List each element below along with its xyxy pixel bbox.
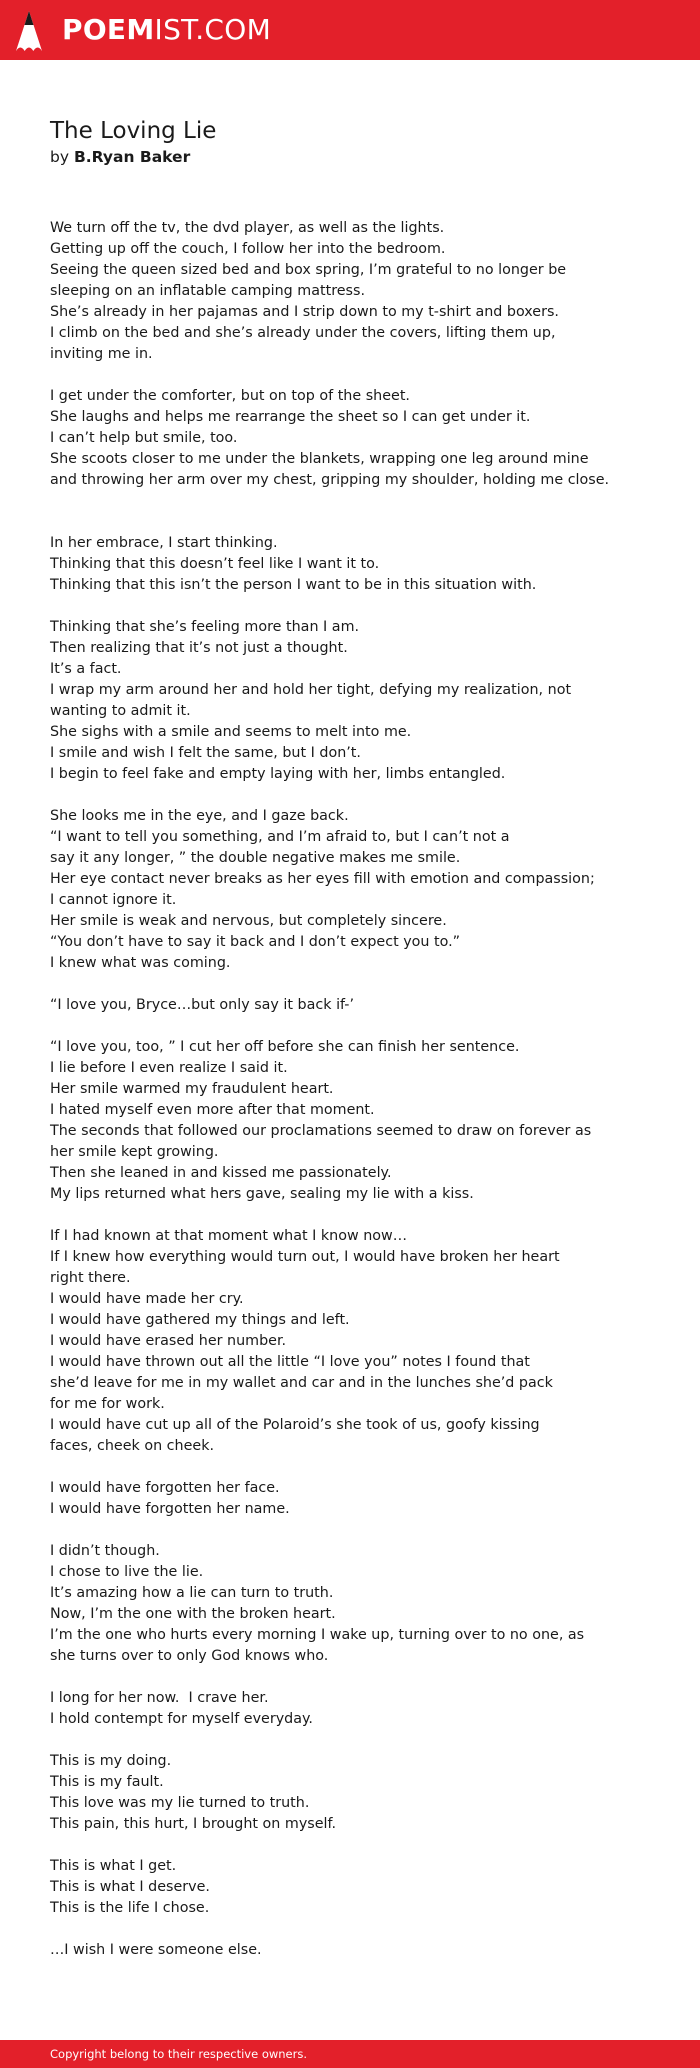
poem-line: right there.	[50, 1270, 131, 1286]
poem-line: Seeing the queen sized bed and box spring, I’m grateful to no longer be	[50, 262, 567, 278]
logo-light-text: IST.COM	[154, 13, 272, 46]
poem-line: Her eye contact never breaks as her eyes fill with emotion and compassion;	[50, 871, 595, 887]
poem-line: Her smile warmed my fraudulent heart.	[50, 1081, 334, 1097]
poem-line: My lips returned what hers gave, sealing my lie with a kiss.	[50, 1186, 474, 1202]
poem-line: Then realizing that it’s not just a thought.	[50, 640, 348, 656]
site-footer	[0, 2040, 700, 2068]
poem-line: She laughs and helps me rearrange the sheet so I can get under it.	[50, 409, 531, 425]
poem-line: faces, cheek on cheek.	[50, 1438, 215, 1454]
logo-bold-text: POEM	[62, 13, 155, 46]
poem-line: and throwing her arm over my chest, gripping my shoulder, holding me close.	[50, 472, 610, 488]
stanza	[50, 1478, 650, 1520]
poem-line: …I wish I were someone else.	[50, 1942, 262, 1958]
poem-line: I would have cut up all of the Polaroid’s she took of us, goofy kissing	[50, 1417, 540, 1433]
poem-line: I can’t help but smile, too.	[50, 430, 238, 446]
poem-line: “I love you, Bryce…but only say it back if-’	[50, 997, 355, 1013]
poem-line: This is my fault.	[50, 1774, 164, 1790]
poem-line: Thinking that this isn’t the person I want to be in this situation with.	[50, 577, 537, 593]
poem-line: “I want to tell you something, and I’m afraid to, but I can’t not a	[50, 829, 510, 845]
poem-line: I get under the comforter, but on top of the sheet.	[50, 388, 410, 404]
copyright-text: Copyright belong to their respective owners.	[50, 2047, 308, 2061]
poem-line: Then she leaned in and kissed me passionately.	[50, 1165, 392, 1181]
poem-line: I would have forgotten her face.	[50, 1480, 280, 1496]
poem-line: say it any longer, ” the double negative makes me smile.	[50, 850, 461, 866]
poem-line: I would have gathered my things and left.	[50, 1312, 350, 1328]
poem-line: I didn’t though.	[50, 1543, 160, 1559]
poem-line: I begin to feel fake and empty laying with her, limbs entangled.	[50, 766, 506, 782]
poem-line: If I knew how everything would turn out, I would have broken her heart	[50, 1249, 560, 1265]
stanza	[50, 1226, 650, 1457]
poem-line: she turns over to only God knows who.	[50, 1648, 329, 1664]
poem-line: Thinking that this doesn’t feel like I want it to.	[50, 556, 380, 572]
stanza	[50, 1037, 650, 1205]
pencil-logo-icon	[16, 11, 42, 51]
byline	[50, 146, 216, 168]
stanza	[50, 1541, 650, 1667]
poem-line: She’s already in her pajamas and I strip down to my t-shirt and boxers.	[50, 304, 559, 320]
poem-line: If I had known at that moment what I know now…	[50, 1228, 408, 1244]
poem-line: I hold contempt for myself everyday.	[50, 1711, 313, 1727]
poem-body	[50, 218, 650, 1982]
by-label: by	[50, 148, 70, 166]
poem-line: wanting to admit it.	[50, 703, 191, 719]
poem-line: I hated myself even more after that moment.	[50, 1102, 375, 1118]
poem-line: I long for her now. I crave her.	[50, 1690, 269, 1706]
stanza	[50, 533, 650, 596]
poem-line: she’d leave for me in my wallet and car and in the lunches she’d pack	[50, 1375, 553, 1391]
poem-line: This pain, this hurt, I brought on myself.	[50, 1816, 337, 1832]
stanza	[50, 617, 650, 785]
stanza	[50, 386, 650, 491]
poem-line: She sighs with a smile and seems to melt into me.	[50, 724, 412, 740]
stanza	[50, 806, 650, 974]
poem-line: I smile and wish I felt the same, but I don’t.	[50, 745, 361, 761]
poem-line: I would have made her cry.	[50, 1291, 244, 1307]
poem-title-block	[50, 116, 216, 168]
poem-line: I chose to live the lie.	[50, 1564, 204, 1580]
poem-line: This is what I get.	[50, 1858, 177, 1874]
poem-line: This is my doing.	[50, 1753, 172, 1769]
stanza	[50, 218, 650, 365]
stanza	[50, 995, 650, 1016]
poem-line: The seconds that followed our proclamations seemed to draw on forever as	[50, 1123, 592, 1139]
poem-line: for me for work.	[50, 1396, 165, 1412]
poem-line: She looks me in the eye, and I gaze back.	[50, 808, 349, 824]
poem-line: We turn off the tv, the dvd player, as well as the lights.	[50, 220, 445, 236]
poem-line: her smile kept growing.	[50, 1144, 219, 1160]
poem-line: I would have thrown out all the little “I love you” notes I found that	[50, 1354, 530, 1370]
stanza	[50, 1940, 650, 1961]
poem-line: Now, I’m the one with the broken heart.	[50, 1606, 336, 1622]
poem-line: Thinking that she’s feeling more than I am.	[50, 619, 360, 635]
poem-line: It’s amazing how a lie can turn to truth.	[50, 1585, 334, 1601]
poem-line: I knew what was coming.	[50, 955, 231, 971]
poem-line: It’s a fact.	[50, 661, 122, 677]
poem-line: I would have forgotten her name.	[50, 1501, 290, 1517]
poem-line: “You don’t have to say it back and I don’t expect you to.”	[50, 934, 461, 950]
poem-line: Her smile is weak and nervous, but completely sincere.	[50, 913, 447, 929]
author-name[interactable]: B.Ryan Baker	[73, 148, 191, 166]
poem-line: I climb on the bed and she’s already under the covers, lifting them up,	[50, 325, 556, 341]
site-logo[interactable]	[62, 13, 271, 47]
poem-line: Getting up off the couch, I follow her into the bedroom.	[50, 241, 446, 257]
poem-line: I would have erased her number.	[50, 1333, 287, 1349]
poem-title: The Loving Lie	[50, 118, 217, 144]
poem-line: I wrap my arm around her and hold her tight, defying my realization, not	[50, 682, 572, 698]
stanza	[50, 1856, 650, 1919]
poem-line: sleeping on an inflatable camping mattress.	[50, 283, 365, 299]
poem-line: I lie before I even realize I said it.	[50, 1060, 288, 1076]
poem-line: This is what I deserve.	[50, 1879, 210, 1895]
stanza	[50, 1688, 650, 1730]
site-header	[0, 0, 700, 60]
poem-line: “I love you, too, ” I cut her off before she can finish her sentence.	[50, 1039, 520, 1055]
poem-line: inviting me in.	[50, 346, 153, 362]
poem-line: I’m the one who hurts every morning I wake up, turning over to no one, as	[50, 1627, 585, 1643]
stanza	[50, 1751, 650, 1835]
poem-line: In her embrace, I start thinking.	[50, 535, 278, 551]
poem-line: She scoots closer to me under the blankets, wrapping one leg around mine	[50, 451, 589, 467]
poem-line: This is the life I chose.	[50, 1900, 210, 1916]
poem-line: This love was my lie turned to truth.	[50, 1795, 310, 1811]
poem-line: I cannot ignore it.	[50, 892, 177, 908]
